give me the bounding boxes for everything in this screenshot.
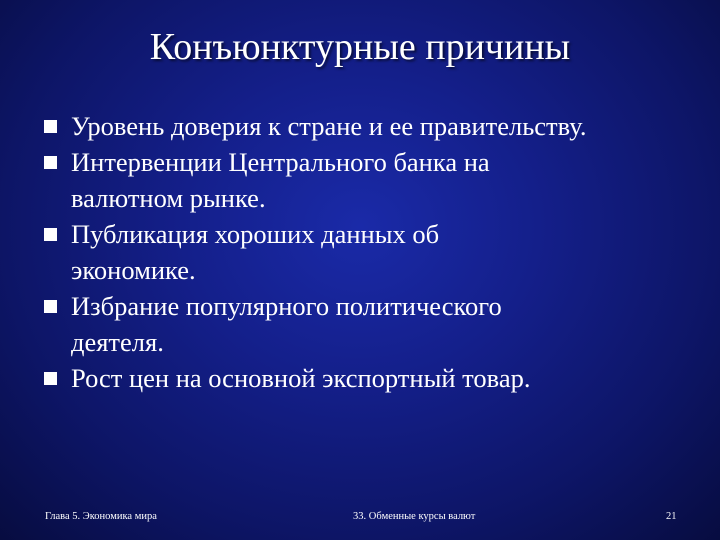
- slide-title: Конъюнктурные причины: [149, 26, 571, 68]
- list-item: [44, 216, 704, 288]
- square-bullet-icon: [44, 372, 57, 385]
- bullet-text: Публикация хороших данных об экономике.: [71, 219, 440, 285]
- bullet-text: Рост цен на основной экспортный товар.: [71, 363, 531, 393]
- square-bullet-icon: [44, 300, 57, 313]
- list-item: [44, 144, 704, 216]
- page-number: 21: [666, 511, 677, 522]
- bullet-list: [44, 108, 704, 396]
- list-item: [44, 108, 704, 144]
- footer-section: 33. Обменные курсы валют: [353, 511, 476, 522]
- list-item: [44, 288, 704, 360]
- square-bullet-icon: [44, 120, 57, 133]
- bullet-text: Интервенции Центрального банка на валютном рынке.: [71, 147, 490, 213]
- list-item: [44, 360, 704, 396]
- bullet-text: Уровень доверия к стране и ее правительству.: [71, 111, 587, 141]
- bullet-text: Избрание популярного политического деятеля.: [71, 291, 502, 357]
- footer-chapter: Глава 5. Экономика мира: [45, 511, 157, 522]
- square-bullet-icon: [44, 228, 57, 241]
- square-bullet-icon: [44, 156, 57, 169]
